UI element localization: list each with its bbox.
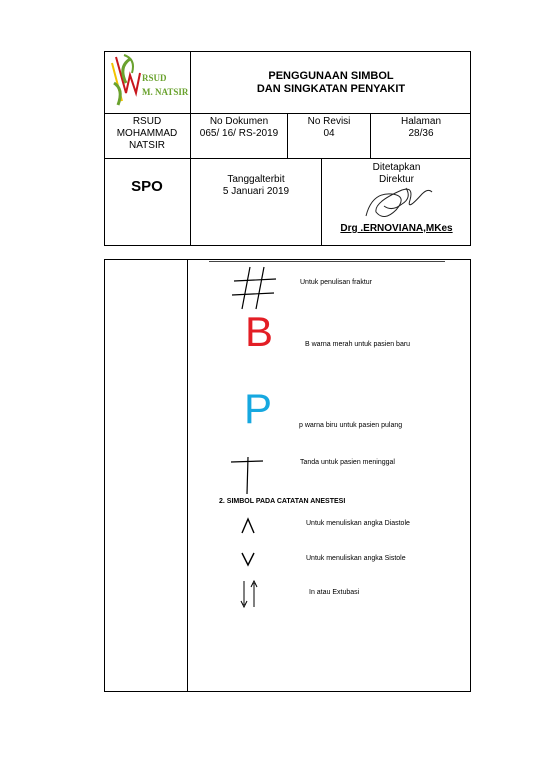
image-top-border <box>209 261 445 262</box>
org-line-3: NATSIR <box>129 140 165 151</box>
section-2-heading: 2. SIMBOL PADA CATATAN ANESTESI <box>219 498 346 505</box>
page-value: 28/36 <box>408 128 434 139</box>
signature-icon <box>362 182 442 224</box>
org-name <box>104 116 190 152</box>
spo-label: SPO <box>131 178 163 195</box>
revision-label: No Revisi <box>307 116 351 127</box>
new-patient-b-letter: B <box>245 308 274 355</box>
logo-text-2: M. NATSIR <box>142 87 189 97</box>
hospital-logo <box>110 53 189 111</box>
discharged-patient-desc: p warna biru untuk pasien pulang <box>299 422 403 429</box>
director-signature <box>362 182 442 224</box>
director-name: Drg .ERNOVIANA,MKes <box>340 223 453 234</box>
deceased-desc: Tanda untuk pasien meninggal <box>300 459 395 466</box>
fracture-hash-icon <box>230 265 280 311</box>
issued-value: 5 Januari 2019 <box>222 186 290 197</box>
header-divider-2 <box>104 158 471 159</box>
doc-number-cell <box>191 116 287 140</box>
intubation-arrows-icon <box>238 579 260 609</box>
fracture-desc: Untuk penulisan fraktur <box>300 279 372 286</box>
discharged-patient-p-letter: P <box>244 385 273 432</box>
issued-label: Tanggalterbit <box>227 174 285 185</box>
title-line-2: DAN SINGKATAN PENYAKIT <box>256 83 406 95</box>
revision-cell <box>288 116 370 140</box>
systole-desc: Untuk menuliskan angka Sistole <box>306 555 406 562</box>
org-line-1: RSUD <box>132 116 162 127</box>
systole-down-icon <box>240 551 256 567</box>
page-cell <box>371 116 471 140</box>
doc-number-value: 065/ 16/ RS-2019 <box>199 128 279 139</box>
title-line-1: PENGGUNAAN SIMBOL <box>268 70 394 82</box>
issued-cell <box>191 174 321 198</box>
diastole-up-icon <box>240 517 256 535</box>
intubation-desc: In atau Extubasi <box>309 589 360 596</box>
doc-number-label: No Dokumen <box>209 116 269 127</box>
logo-text-1: RSUD <box>142 73 167 83</box>
new-patient-desc: B warna merah untuk pasien baru <box>305 341 411 348</box>
body-table <box>104 259 471 692</box>
director-title: Direktur <box>378 174 414 185</box>
org-line-2: MOHAMMAD <box>116 128 178 139</box>
body-vline <box>187 259 188 692</box>
revision-value: 04 <box>323 128 335 139</box>
diastole-desc: Untuk menuliskan angka Diastole <box>306 520 410 527</box>
page-label: Halaman <box>400 116 442 127</box>
approved-label: Ditetapkan <box>372 162 421 173</box>
deceased-cross-icon <box>229 455 265 495</box>
document-title <box>191 70 471 96</box>
